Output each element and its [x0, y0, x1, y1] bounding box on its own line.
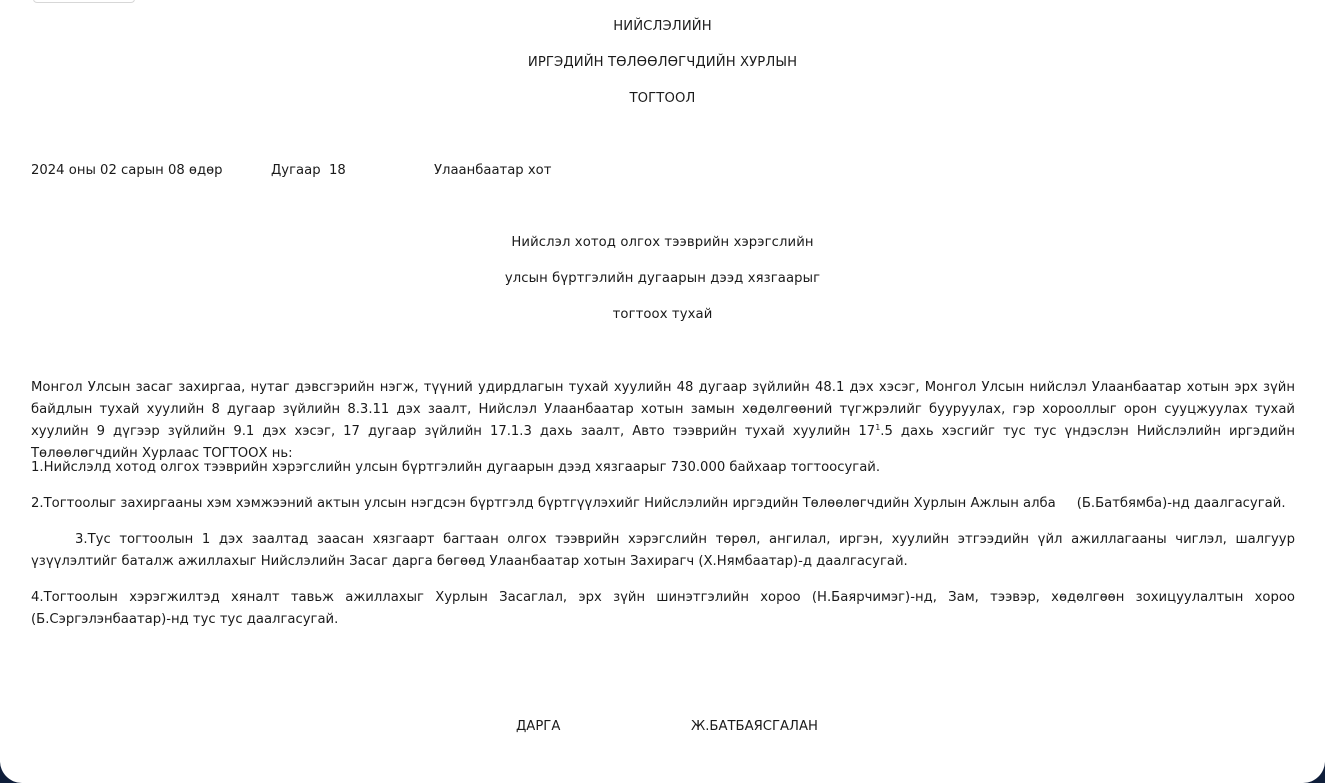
document-place: Улаанбаатар хот	[434, 163, 552, 178]
subject-line-2: улсын бүртгэлийн дугаарын дээд хязгаарыг	[504, 271, 821, 286]
header-line-1: НИЙСЛЭЛИЙН	[613, 19, 712, 34]
signature-name: Ж.БАТБАЯСГАЛАН	[691, 719, 818, 734]
resolution-item-4: 4.Тогтоолын хэрэгжилтэд хяналт тавьж ажиллахыг Хурлын Засаглал, эрх зүйн шинэтгэлийн хороо (Н.Баярчимэг)-нд, Зам, тээвэр, хөдөлгөөн зохицуулалтын хороо (Б.Сэргэлэнбаатар)-нд тус тус даалгасугай.	[31, 590, 1295, 627]
document-date: 2024 оны 02 сарын 08 өдөр	[31, 163, 223, 178]
signature-title: ДАРГА	[516, 719, 561, 734]
header-title: ТОГТООЛ	[629, 91, 696, 106]
header-line-2: ИРГЭДИЙН ТӨЛӨӨЛӨГЧДИЙН ХУРЛЫН	[527, 55, 798, 70]
preamble-superscript: 1	[875, 423, 881, 432]
resolution-item-1: 1.Нийслэлд хотод олгох тээврийн хэрэгслийн улсын бүртгэлийн дугаарын дээд хязгаарыг 730.000 байхаар тогтоосугай.	[31, 460, 881, 475]
subject-line-1: Нийслэл хотод олгох тээврийн хэрэгслийн	[511, 235, 814, 250]
subject-line-3: тогтоох тухай	[612, 307, 713, 322]
resolution-item-3: 3.Тус тогтоолын 1 дэх заалтад заасан хязгаарт багтаан олгох тээврийн хэрэгслийн төрөл, ангилал, иргэн, хуулийн этгээдийн үйл ажиллагааны чиглэл, шалгуур үзүүлэлтийг баталж ажиллахыг Нийслэлийн Засаг дарга бөгөөд Улаанбаатар хотын Захирагч (Х.Нямбаатар)-д даалгасугай.	[31, 532, 1295, 569]
preamble-text: Монгол Улсын засаг захиргаа, нутаг дэвсгэрийн нэгж, түүний удирдлагын тухай хуулийн 48 дугаар зүйлийн 48.1 дэх хэсэг, Монгол Улсын нийслэл Улаанбаатар хотын эрх зүйн байдлын тухай хуулийн 8 дугаар зүйлийн 8.3.11 дэх заалт, Нийслэл Улаанбаатар хотын замын хөдөлгөөний түгжрэлийг бууруулах, гэр хорооллыг орон сууцжуулах тухай хуулийн 9 дүгээр зүйлийн 9.1 дэх хэсэг, 17 дугаар зүйлийн 17.1.3 дахь заалт, Авто тээврийн тухай хуулийн 17	[31, 380, 1295, 439]
document-number: Дугаар 18	[271, 163, 346, 178]
top-tab[interactable]	[33, 0, 135, 3]
preamble-paragraph	[31, 377, 1295, 465]
resolution-item-2: 2.Тогтоолыг захиргааны хэм хэмжээний актын улсын нэгдсэн бүртгэлд бүртгүүлэхийг Нийслэлийн иргэдийн Төлөөлөгчдийн Хурлын Ажлын алба (Б.Батбямба)-нд даалгасугай.	[31, 496, 1286, 511]
preamble-text-end: .5 дахь хэсгийг тус тус үндэслэн Нийслэлийн иргэдийн Төлөөлөгчдийн Хурлаас ТОГТООХ нь:	[31, 424, 1295, 461]
